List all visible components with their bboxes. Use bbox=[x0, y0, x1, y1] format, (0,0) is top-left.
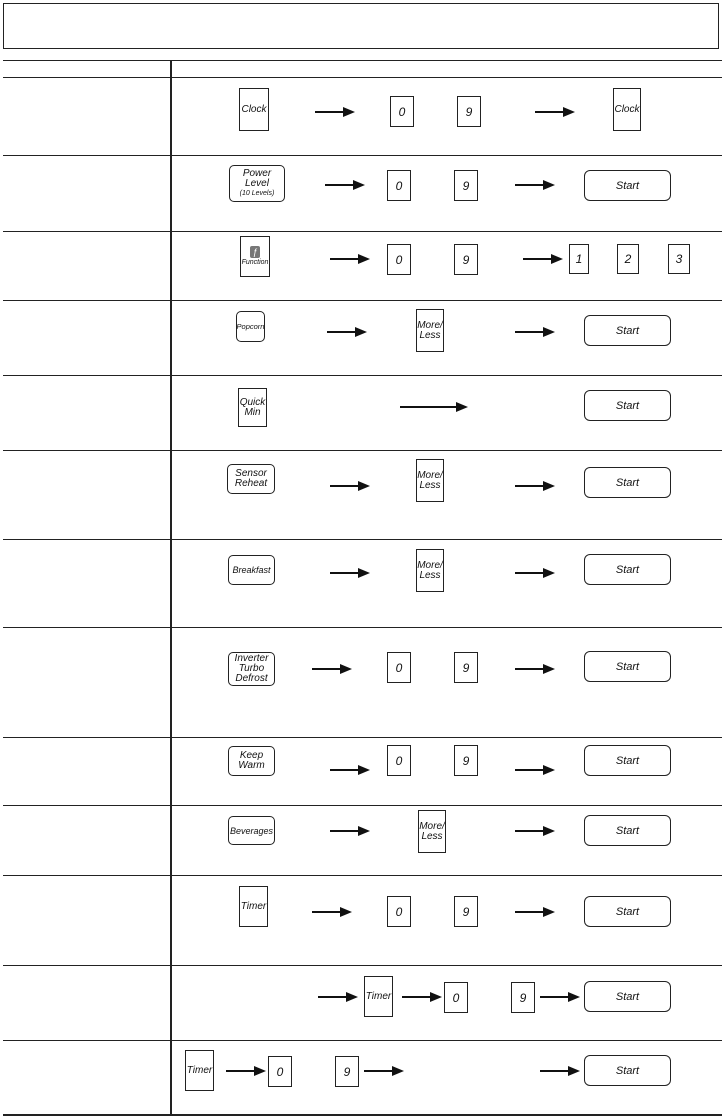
inverter-turbo-defrost-label: Defrost bbox=[235, 673, 268, 684]
table-header-row bbox=[3, 60, 722, 78]
right-arrow-icon bbox=[515, 664, 555, 674]
inverter-turbo-defrost-label: Inverter bbox=[234, 653, 269, 664]
right-arrow-icon bbox=[540, 992, 580, 1002]
more-less-label: Less bbox=[419, 479, 441, 491]
start-button[interactable]: Start bbox=[584, 315, 671, 346]
digit-0-key[interactable]: 0 bbox=[387, 652, 411, 683]
beverages-key[interactable]: Beverages bbox=[228, 816, 275, 845]
more-less-key[interactable] bbox=[416, 549, 444, 592]
more-less-label: Less bbox=[419, 569, 441, 581]
function-label: Function bbox=[241, 258, 269, 266]
row-divider bbox=[3, 300, 722, 301]
row-divider bbox=[3, 375, 722, 376]
right-arrow-icon bbox=[515, 180, 555, 190]
breakfast-key[interactable]: Breakfast bbox=[228, 555, 275, 585]
start-button[interactable]: Start bbox=[584, 467, 671, 498]
digit-1-key[interactable]: 1 bbox=[569, 244, 589, 274]
inverter-turbo-defrost-label: Turbo bbox=[238, 663, 265, 674]
quick-min-label: Quick bbox=[239, 396, 266, 408]
right-arrow-icon bbox=[515, 765, 555, 775]
digit-9-key[interactable]: 9 bbox=[457, 96, 481, 127]
digit-0-key[interactable]: 0 bbox=[387, 244, 411, 275]
quick-min-label: Min bbox=[244, 406, 261, 418]
more-less-label: Less bbox=[419, 329, 441, 341]
keep-warm-key[interactable] bbox=[228, 746, 275, 776]
table-bottom-border bbox=[3, 1114, 722, 1116]
digit-0-key[interactable]: 0 bbox=[387, 745, 411, 776]
row-divider bbox=[3, 627, 722, 628]
more-less-key[interactable] bbox=[416, 459, 444, 502]
digit-0-key[interactable]: 0 bbox=[387, 896, 411, 927]
title-box bbox=[3, 3, 719, 49]
row-divider bbox=[3, 231, 722, 232]
power-level-label: Power bbox=[242, 167, 272, 179]
popcorn-key[interactable]: Popcorn bbox=[236, 311, 265, 342]
more-less-key[interactable] bbox=[418, 810, 446, 853]
function-icon: ƒ bbox=[250, 246, 260, 258]
more-less-key[interactable] bbox=[416, 309, 444, 352]
sensor-reheat-label: Sensor bbox=[235, 468, 267, 479]
right-arrow-icon bbox=[515, 568, 555, 578]
row-divider bbox=[3, 1040, 722, 1041]
right-arrow-icon bbox=[402, 992, 442, 1002]
timer-key[interactable]: Timer bbox=[185, 1050, 214, 1091]
row-divider bbox=[3, 805, 722, 806]
right-arrow-icon bbox=[330, 826, 370, 836]
digit-9-key[interactable]: 9 bbox=[511, 982, 535, 1013]
digit-9-key[interactable]: 9 bbox=[454, 652, 478, 683]
more-less-label: More/ bbox=[417, 469, 443, 481]
start-button[interactable]: Start bbox=[584, 745, 671, 776]
row-divider bbox=[3, 875, 722, 876]
more-less-label: More/ bbox=[417, 319, 443, 331]
keep-warm-label: Keep bbox=[239, 750, 264, 761]
timer-key[interactable]: Timer bbox=[364, 976, 393, 1017]
power-level-label: (10 Levels) bbox=[239, 189, 275, 197]
start-button[interactable]: Start bbox=[584, 981, 671, 1012]
right-arrow-icon bbox=[312, 907, 352, 917]
start-button[interactable]: Start bbox=[584, 896, 671, 927]
right-arrow-icon bbox=[330, 481, 370, 491]
start-button[interactable]: Start bbox=[584, 815, 671, 846]
digit-9-key[interactable]: 9 bbox=[454, 745, 478, 776]
right-arrow-icon bbox=[364, 1066, 404, 1076]
column-divider bbox=[170, 60, 172, 1115]
right-arrow-icon bbox=[327, 327, 367, 337]
more-less-label: More/ bbox=[417, 559, 443, 571]
clock-key[interactable]: Clock bbox=[239, 88, 269, 131]
power-level-label: Level bbox=[245, 177, 269, 189]
keep-warm-label: Warm bbox=[238, 760, 265, 771]
right-arrow-icon bbox=[535, 107, 575, 117]
clock-key[interactable]: Clock bbox=[613, 88, 641, 131]
row-divider bbox=[3, 450, 722, 451]
right-arrow-icon bbox=[226, 1066, 266, 1076]
start-button[interactable]: Start bbox=[584, 651, 671, 682]
digit-0-key[interactable]: 0 bbox=[268, 1056, 292, 1087]
inverter-turbo-defrost-key[interactable] bbox=[228, 652, 275, 686]
timer-key[interactable]: Timer bbox=[239, 886, 268, 927]
right-arrow-icon bbox=[330, 568, 370, 578]
sensor-reheat-label: Reheat bbox=[234, 478, 268, 489]
right-arrow-icon bbox=[330, 765, 370, 775]
right-arrow-icon bbox=[318, 992, 358, 1002]
digit-9-key[interactable]: 9 bbox=[454, 244, 478, 275]
more-less-label: More/ bbox=[419, 820, 445, 832]
right-arrow-icon bbox=[315, 107, 355, 117]
digit-3-key[interactable]: 3 bbox=[668, 244, 690, 274]
more-less-label: Less bbox=[421, 830, 443, 842]
start-button[interactable]: Start bbox=[584, 1055, 671, 1086]
sensor-reheat-key[interactable] bbox=[227, 464, 275, 494]
digit-0-key[interactable]: 0 bbox=[390, 96, 414, 127]
row-divider bbox=[3, 539, 722, 540]
right-arrow-icon bbox=[330, 254, 370, 264]
digit-9-key[interactable]: 9 bbox=[454, 170, 478, 201]
right-arrow-icon bbox=[515, 327, 555, 337]
right-arrow-icon bbox=[523, 254, 563, 264]
quick-min-key[interactable] bbox=[238, 388, 267, 427]
start-button[interactable]: Start bbox=[584, 554, 671, 585]
start-button[interactable]: Start bbox=[584, 170, 671, 201]
digit-2-key[interactable]: 2 bbox=[617, 244, 639, 274]
digit-9-key[interactable]: 9 bbox=[335, 1056, 359, 1087]
right-arrow-icon bbox=[400, 402, 468, 412]
row-divider bbox=[3, 155, 722, 156]
right-arrow-icon bbox=[515, 826, 555, 836]
digit-9-key[interactable]: 9 bbox=[454, 896, 478, 927]
function-key[interactable] bbox=[240, 236, 270, 277]
right-arrow-icon bbox=[515, 907, 555, 917]
power-level-key[interactable] bbox=[229, 165, 285, 202]
digit-0-key[interactable]: 0 bbox=[444, 982, 468, 1013]
right-arrow-icon bbox=[515, 481, 555, 491]
right-arrow-icon bbox=[540, 1066, 580, 1076]
digit-0-key[interactable]: 0 bbox=[387, 170, 411, 201]
right-arrow-icon bbox=[325, 180, 365, 190]
start-button[interactable]: Start bbox=[584, 390, 671, 421]
row-divider bbox=[3, 737, 722, 738]
row-divider bbox=[3, 965, 722, 966]
right-arrow-icon bbox=[312, 664, 352, 674]
